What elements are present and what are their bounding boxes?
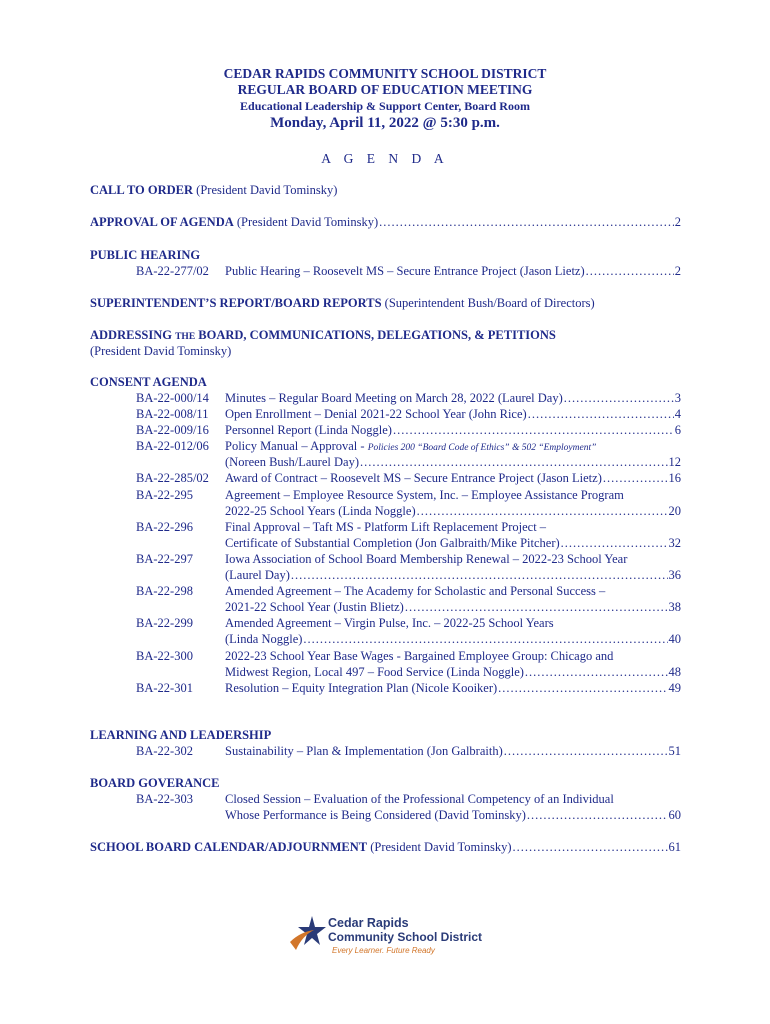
consent-item-text: Agreement – Employee Resource System, Inc. – Employee Assistance Program xyxy=(225,488,624,502)
consent-item-page: 36 xyxy=(668,568,681,582)
addressing-label-a: ADDRESSING xyxy=(90,328,176,342)
approval-who: (President David Tominsky) xyxy=(233,215,379,229)
approval-of-agenda xyxy=(90,215,681,230)
superintendent-report xyxy=(90,296,595,311)
consent-agenda-heading xyxy=(90,375,207,390)
public-hearing-text: Public Hearing – Roosevelt MS – Secure Entrance Project (Jason Lietz) xyxy=(225,264,585,278)
consent-item-text2: Midwest Region, Local 497 – Food Service (Linda Noggle) xyxy=(225,665,524,679)
consent-item-code: BA-22-012/06 xyxy=(136,439,209,453)
consent-item-text2: Certificate of Substantial Completion (Jon Galbraith/Mike Pitcher) xyxy=(225,536,560,550)
consent-item-text xyxy=(225,439,596,454)
star-swoosh-icon xyxy=(288,912,328,956)
consent-item-page: 49 xyxy=(668,681,681,695)
consent-item-code: BA-22-300 xyxy=(136,649,193,663)
consent-item-text: Open Enrollment – Denial 2021-22 School Year (John Rice) xyxy=(225,407,527,421)
logo-line2: Community School District xyxy=(328,930,483,944)
leader-dots xyxy=(525,665,668,680)
consent-item-page: 3 xyxy=(674,391,681,405)
consent-item xyxy=(225,471,681,486)
consent-item-code: BA-22-009/16 xyxy=(136,423,209,437)
governance-label: BOARD GOVERANCE xyxy=(90,776,220,790)
consent-item-page: 12 xyxy=(668,455,681,469)
leader-dots xyxy=(417,504,668,519)
consent-item xyxy=(225,423,681,438)
call-to-order-label: CALL TO ORDER xyxy=(90,183,194,197)
approval-label: APPROVAL OF AGENDA xyxy=(90,215,234,229)
learning-label: LEARNING AND LEADERSHIP xyxy=(90,728,272,742)
public-hearing-item xyxy=(225,264,681,279)
governance-item-text: Closed Session – Evaluation of the Professional Competency of an Individual xyxy=(225,792,614,806)
consent-item xyxy=(225,600,681,615)
public-hearing-code: BA-22-277/02 xyxy=(136,264,209,278)
consent-item-page: 48 xyxy=(668,665,681,679)
consent-item xyxy=(225,407,681,422)
agenda-title: A G E N D A xyxy=(321,151,449,166)
public-hearing-heading xyxy=(90,248,200,263)
consent-item xyxy=(225,665,681,680)
consent-item-page: 16 xyxy=(668,471,681,485)
consent-item-page: 38 xyxy=(668,600,681,614)
call-to-order xyxy=(90,183,337,198)
leader-dots xyxy=(564,391,674,406)
leader-dots xyxy=(527,808,668,823)
consent-item-text-part: Policy Manual – Approval - xyxy=(225,439,368,453)
consent-agenda-label: CONSENT AGENDA xyxy=(90,375,207,389)
governance-item-text2: Whose Performance is Being Considered (David Tominsky) xyxy=(225,808,526,822)
leader-dots xyxy=(603,471,668,486)
consent-item xyxy=(225,391,681,406)
consent-item-text: Final Approval – Taft MS - Platform Lift Replacement Project – xyxy=(225,520,547,534)
leader-dots xyxy=(360,455,668,470)
consent-item-text: Amended Agreement – Virgin Pulse, Inc. – 2022-25 School Years xyxy=(225,616,554,630)
calendar-adjournment xyxy=(90,840,681,855)
consent-item-page: 6 xyxy=(674,423,681,437)
learning-item-text: Sustainability – Plan & Implementation (Jon Galbraith) xyxy=(225,744,503,758)
leader-dots xyxy=(512,840,667,855)
learning-item-code: BA-22-302 xyxy=(136,744,193,758)
consent-item-code: BA-22-296 xyxy=(136,520,193,534)
consent-item xyxy=(225,536,681,551)
consent-item-text2: 2021-22 School Year (Justin Blietz) xyxy=(225,600,404,614)
meeting-title: REGULAR BOARD OF EDUCATION MEETING xyxy=(237,82,533,97)
superintendent-who: (Superintendent Bush/Board of Directors) xyxy=(381,296,595,310)
call-to-order-who: (President David Tominsky) xyxy=(193,183,338,197)
consent-item-text: Award of Contract – Roosevelt MS – Secure Entrance Project (Jason Lietz) xyxy=(225,471,602,485)
consent-item-text2: (Linda Noggle) xyxy=(225,632,303,646)
addressing-label-b: BOARD, COMMUNICATIONS, DELEGATIONS, & PETITIONS xyxy=(195,328,556,342)
consent-item-text: Minutes – Regular Board Meeting on March 28, 2022 (Laurel Day) xyxy=(225,391,563,405)
consent-item xyxy=(225,568,681,583)
leader-dots xyxy=(303,632,667,647)
consent-item-text2: (Laurel Day) xyxy=(225,568,290,582)
consent-item-page: 32 xyxy=(668,536,681,550)
leader-dots xyxy=(561,536,668,551)
consent-item xyxy=(225,681,681,696)
leader-dots xyxy=(379,215,674,230)
consent-item-code: BA-22-299 xyxy=(136,616,193,630)
consent-item-page: 4 xyxy=(674,407,681,421)
consent-item xyxy=(225,632,681,647)
calendar-who: (President David Tominsky) xyxy=(367,840,512,854)
consent-item-policies: Policies 200 “Board Code of Ethics” & 502 “Employment” xyxy=(367,443,597,453)
learning-item xyxy=(225,744,681,759)
leader-dots xyxy=(405,600,668,615)
calendar-label: SCHOOL BOARD CALENDAR/ADJOURNMENT xyxy=(90,840,368,854)
consent-item-page: 40 xyxy=(668,632,681,646)
consent-item-text: 2022-23 School Year Base Wages - Bargained Employee Group: Chicago and xyxy=(225,649,614,663)
consent-item-text: Iowa Association of School Board Membership Renewal – 2022-23 School Year xyxy=(225,552,628,566)
consent-item-code: BA-22-000/14 xyxy=(136,391,209,405)
superintendent-label: SUPERINTENDENT’S REPORT/BOARD REPORTS xyxy=(90,296,382,310)
consent-item-code: BA-22-008/11 xyxy=(136,407,209,421)
governance-item xyxy=(225,808,681,823)
board-governance-heading xyxy=(90,776,220,791)
addressing-label-the: THE xyxy=(175,332,196,342)
consent-item-code: BA-22-285/02 xyxy=(136,471,209,485)
leader-dots xyxy=(504,744,668,759)
governance-item-code: BA-22-303 xyxy=(136,792,193,806)
district-logo xyxy=(286,910,483,960)
leader-dots xyxy=(291,568,668,583)
consent-item-text: Resolution – Equity Integration Plan (Nicole Kooiker) xyxy=(225,681,498,695)
leader-dots xyxy=(528,407,674,422)
consent-item xyxy=(225,504,681,519)
meeting-location: Educational Leadership & Support Center, Board Room xyxy=(240,99,530,113)
consent-item-code: BA-22-297 xyxy=(136,552,193,566)
consent-item-text2: 2022-25 School Years (Linda Noggle) xyxy=(225,504,416,518)
leader-dots xyxy=(393,423,674,438)
learning-item-page: 51 xyxy=(668,744,681,758)
public-hearing-page: 2 xyxy=(674,264,681,278)
consent-item-code: BA-22-301 xyxy=(136,681,193,695)
consent-item-text: Amended Agreement – The Academy for Scholastic and Personal Success – xyxy=(225,584,606,598)
consent-item-text: Personnel Report (Linda Noggle) xyxy=(225,423,392,437)
approval-page: 2 xyxy=(674,215,681,229)
consent-item-code: BA-22-295 xyxy=(136,488,193,502)
district-name: CEDAR RAPIDS COMMUNITY SCHOOL DISTRICT xyxy=(223,66,547,81)
consent-item xyxy=(225,455,681,470)
addressing-board-heading xyxy=(90,328,556,343)
learning-leadership-heading xyxy=(90,728,271,743)
leader-dots xyxy=(586,264,674,279)
consent-item-code: BA-22-298 xyxy=(136,584,193,598)
meeting-datetime: Monday, April 11, 2022 @ 5:30 p.m. xyxy=(270,115,500,131)
leader-dots xyxy=(498,681,667,696)
consent-item-page: 20 xyxy=(668,504,681,518)
logo-line1: Cedar Rapids xyxy=(328,916,409,930)
public-hearing-label: PUBLIC HEARING xyxy=(90,248,201,262)
governance-item-page: 60 xyxy=(668,808,681,822)
addressing-who: (President David Tominsky) xyxy=(90,344,232,358)
consent-item-text2: (Noreen Bush/Laurel Day) xyxy=(225,455,359,469)
logo-tagline: Every Learner. Future Ready xyxy=(332,946,435,955)
calendar-page: 61 xyxy=(668,840,681,854)
